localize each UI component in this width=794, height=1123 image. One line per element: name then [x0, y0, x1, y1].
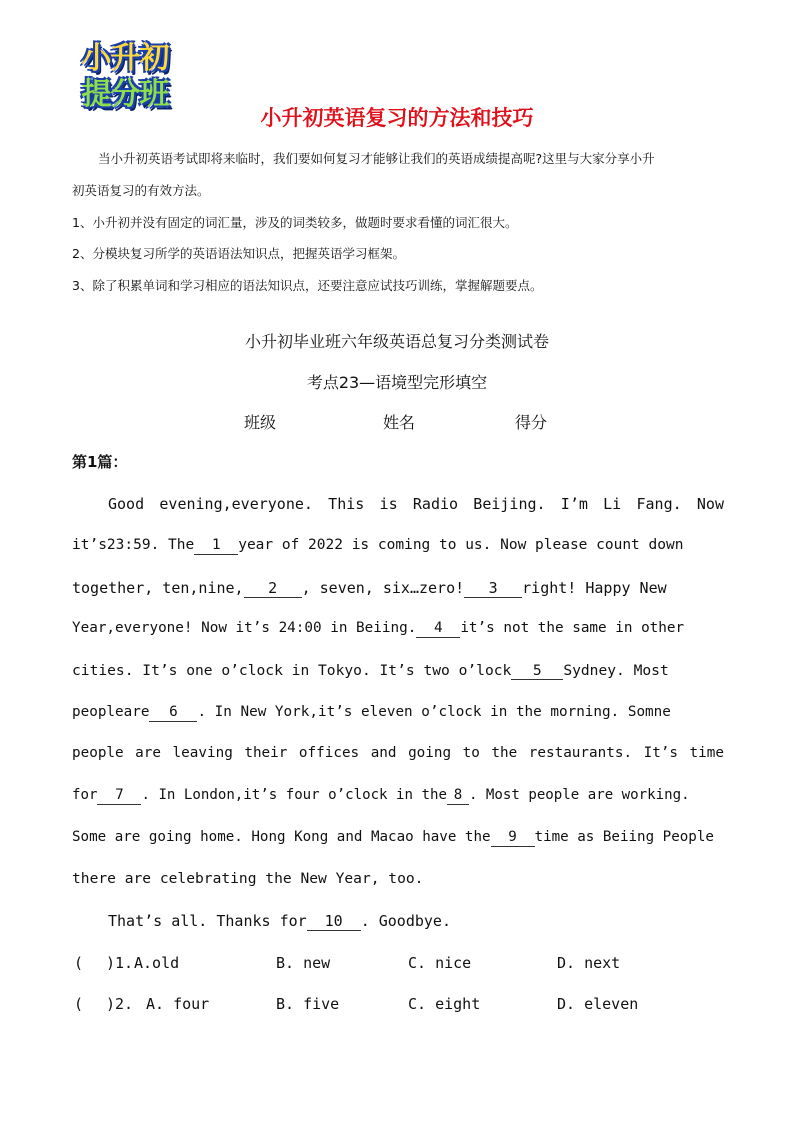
- passage-line: [108, 912, 724, 931]
- passage-text: year of 2022 is coming to us. Now please count down: [238, 537, 684, 553]
- exam-title: 小升初毕业班六年级英语总复习分类测试卷: [244, 332, 549, 351]
- passage-text: right! Happy New: [522, 579, 667, 597]
- answer-blank: 2: [244, 580, 302, 598]
- answer-blank: 7: [97, 787, 141, 805]
- question-number: )1.: [106, 954, 134, 972]
- passage-text: . Most people are working.: [468, 787, 690, 803]
- option-a: A.old: [134, 954, 180, 972]
- answer-paren[interactable]: (: [74, 954, 84, 972]
- answer-blank: 10: [307, 913, 361, 931]
- class-label: 班级: [244, 413, 277, 432]
- answer-blank: 3: [464, 580, 522, 598]
- answer-paren[interactable]: (: [74, 995, 84, 1013]
- exam-subtitle: 考点23—语境型完形填空: [306, 373, 488, 392]
- passage-text: peopleare: [72, 704, 150, 720]
- passage-text: Sydney. Most: [563, 662, 669, 679]
- passage-line: [72, 537, 724, 555]
- passage-text: time as Beiing People: [534, 829, 714, 845]
- passage-line: [72, 745, 724, 761]
- answer-blank: 4: [416, 620, 460, 638]
- passage-text: for: [72, 787, 98, 803]
- passage-text: cities. It’s one o’clock in Tokyo. It’s two o’lock: [72, 662, 512, 679]
- passage-text: together, ten,nine,: [72, 579, 244, 597]
- tip-3: 3、除了积累单词和学习相应的语法知识点，还要注意应试技巧训练，掌握解题要点。: [72, 278, 543, 293]
- passage-text: it’s23:59. The: [72, 537, 195, 553]
- answer-blank: 6: [149, 704, 197, 722]
- tip-1: 1、小升初并没有固定的词汇量，涉及的词类较多，做题时要求看懂的词汇很大。: [72, 215, 518, 230]
- option-a: A. four: [146, 995, 210, 1013]
- passage-text: . In New York,it’s eleven o’clock in the morning. Somne: [197, 704, 671, 720]
- passage-line: [108, 495, 724, 513]
- option-c: C. nice: [408, 954, 472, 972]
- option-d: D. eleven: [557, 995, 639, 1013]
- passage-line: [72, 662, 724, 680]
- answer-blank: 5: [511, 662, 563, 680]
- passage-line: [72, 829, 724, 847]
- passage-text: people are leaving their offices and going to the restaurants. It’s time: [72, 745, 724, 761]
- logo-text-line2: 提分班: [81, 77, 169, 112]
- passage-line: [72, 579, 724, 598]
- intro-line-2: 初英语复习的有效方法。: [72, 183, 210, 198]
- option-c: C. eight: [408, 995, 481, 1013]
- logo-text-line1: 小升初: [81, 41, 169, 76]
- score-label: 得分: [515, 413, 548, 432]
- passage-text: That’s all. Thanks for: [108, 912, 307, 930]
- passage-line: [72, 787, 724, 805]
- passage-text: , seven, six…zero!: [301, 579, 465, 597]
- option-b: B. five: [276, 995, 340, 1013]
- passage-text: Good evening,everyone. This is Radio Beijing. I’m Li Fang. Now: [108, 495, 724, 513]
- passage-heading: 第1篇：: [72, 453, 128, 471]
- passage-text: there are celebrating the New Year, too.: [72, 870, 424, 887]
- passage-text: Some are going home. Hong Kong and Macao have the: [72, 829, 491, 845]
- passage-text: . Goodbye.: [360, 912, 451, 930]
- page-title: 小升初英语复习的方法和技巧: [260, 106, 534, 130]
- answer-blank: 1: [194, 537, 238, 555]
- answer-blank: 8: [447, 787, 469, 805]
- question-number: )2.: [106, 995, 134, 1013]
- passage-line: [72, 870, 724, 887]
- passage-line: [72, 620, 724, 638]
- answer-blank: 9: [491, 829, 535, 847]
- passage-line: [72, 704, 724, 722]
- tip-2: 2、分模块复习所学的英语语法知识点，把握英语学习框架。: [72, 246, 405, 261]
- option-b: B. new: [276, 954, 331, 972]
- passage-text: it’s not the same in other: [460, 620, 685, 636]
- passage-text: Year,everyone! Now it’s 24:00 in Beiing.: [72, 620, 417, 636]
- name-label: 姓名: [383, 413, 416, 432]
- intro-line-1: 当小升初英语考试即将来临时，我们要如何复习才能够让我们的英语成绩提高呢?这里与大家分享小升: [98, 151, 655, 166]
- passage-text: . In London,it’s four o’clock in the: [141, 787, 447, 803]
- option-d: D. next: [557, 954, 621, 972]
